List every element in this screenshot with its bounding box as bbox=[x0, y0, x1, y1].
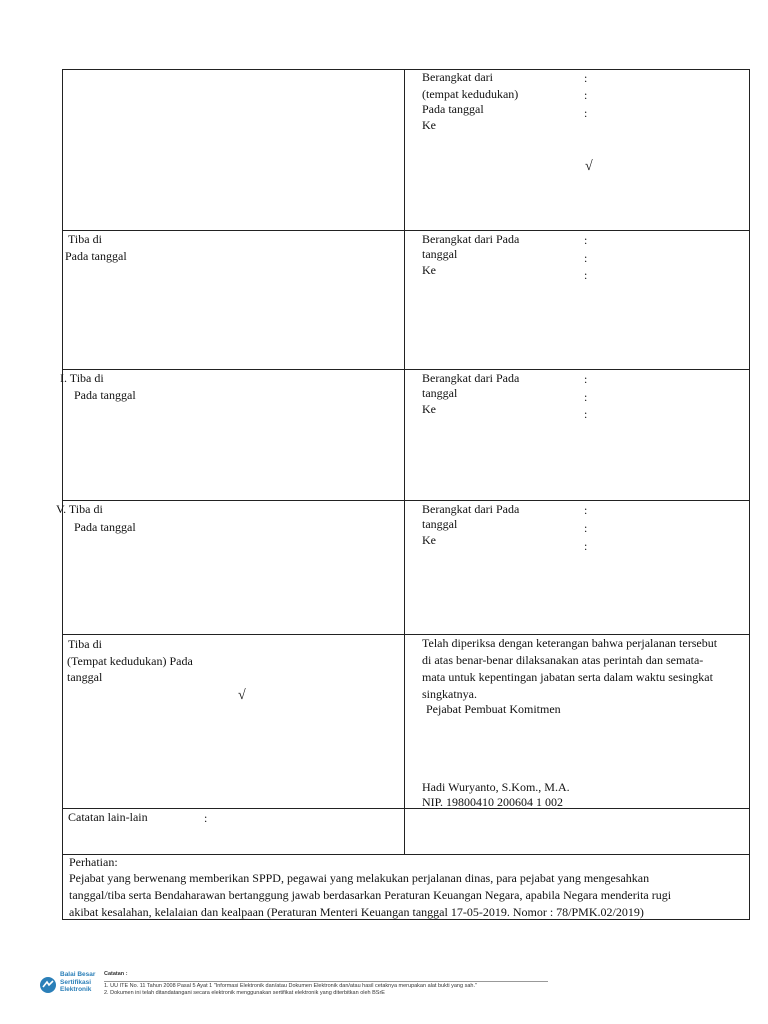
attention-line: Pejabat yang berwenang memberikan SPPD, pegawai yang melakukan perjalanan dinas, para pejabat yang mengesahkan bbox=[69, 871, 650, 885]
colon: : bbox=[584, 268, 588, 282]
destination-label: Ke bbox=[422, 263, 436, 277]
departure-from-label: Berangkat dari bbox=[422, 70, 493, 84]
attention-title: Perhatian: bbox=[69, 855, 118, 869]
e-signature-footer bbox=[36, 968, 556, 998]
signer-name: Hadi Wuryanto, S.Kom., M.A. bbox=[422, 780, 570, 794]
colon: : bbox=[584, 539, 588, 553]
statement-line: singkatnya. bbox=[422, 687, 477, 701]
colon: : bbox=[584, 407, 588, 421]
footer-note-line: 2. Dokumen ini telah ditandatangani secara elektronik menggunakan sertifikat elektronik yang diterbitkan oleh BSrE bbox=[104, 990, 385, 996]
departure-from-label: Berangkat dari Pada bbox=[422, 371, 520, 385]
row-divider bbox=[62, 369, 750, 370]
row-divider bbox=[62, 808, 750, 809]
bsre-logo-text: Balai Besar Sertifikasi Elektronik bbox=[60, 971, 96, 993]
home-base-label: (tempat kedudukan) bbox=[422, 87, 519, 101]
colon: : bbox=[584, 106, 588, 120]
colon: : bbox=[204, 811, 208, 825]
date-label: Pada tanggal bbox=[422, 102, 484, 116]
statement-line: di atas benar-benar dilaksanakan atas perintah dan semata- bbox=[422, 653, 704, 667]
colon: : bbox=[584, 503, 588, 517]
colon: : bbox=[584, 390, 588, 404]
destination-label: Ke bbox=[422, 533, 436, 547]
colon: : bbox=[584, 71, 588, 85]
row-divider bbox=[62, 500, 750, 501]
statement-line: Telah diperiksa dengan keterangan bahwa perjalanan tersebut bbox=[422, 636, 718, 650]
date-label: tanggal bbox=[422, 386, 458, 400]
check-mark: √ bbox=[238, 688, 246, 703]
footer-divider bbox=[104, 981, 548, 982]
bsre-logo-icon bbox=[39, 976, 57, 994]
arrival-date-label: Pada tanggal bbox=[65, 249, 127, 263]
notes-label: Catatan lain-lain bbox=[68, 810, 148, 824]
footer-notes-title: Catatan : bbox=[104, 971, 128, 977]
footer-note-line: 1. UU ITE No. 11 Tahun 2008 Pasal 5 Ayat 1 "Informasi Elektronik dan/atau Dokumen Elektronik dan/atau hasil cetaknya merupakan alat bukti yang sah." bbox=[104, 983, 477, 989]
date-label: tanggal bbox=[422, 247, 458, 261]
date-label: tanggal bbox=[67, 670, 103, 684]
colon: : bbox=[584, 372, 588, 386]
arrival-at-label: I. Tiba di bbox=[60, 371, 104, 385]
attention-line: akibat kesalahan, kelalaian dan kealpaan (Peraturan Menteri Keuangan tanggal 17-05-2019. Nomor : 78/PMK.02/2019) bbox=[69, 905, 644, 919]
statement-line: mata untuk kepentingan jabatan serta dalam waktu sesingkat bbox=[422, 670, 713, 684]
travel-form-table bbox=[62, 69, 750, 920]
attention-line: tanggal/tiba serta Bendaharawan bertanggung jawab berdasarkan Peraturan Keuangan Negara, apabila Negara menderita rugi bbox=[69, 888, 672, 902]
date-label: tanggal bbox=[422, 517, 458, 531]
arrival-at-label: Tiba di bbox=[68, 637, 102, 651]
arrival-at-label: Tiba di bbox=[68, 232, 102, 246]
destination-label: Ke bbox=[422, 118, 436, 132]
row-divider bbox=[62, 854, 750, 855]
column-divider bbox=[404, 69, 405, 854]
arrival-date-label: Pada tanggal bbox=[74, 520, 136, 534]
departure-from-label: Berangkat dari Pada bbox=[422, 232, 520, 246]
colon: : bbox=[584, 233, 588, 247]
arrival-at-label: V. Tiba di bbox=[56, 502, 103, 516]
arrival-date-label: Pada tanggal bbox=[74, 388, 136, 402]
signer-role: Pejabat Pembuat Komitmen bbox=[426, 702, 561, 716]
destination-label: Ke bbox=[422, 402, 436, 416]
check-mark: √ bbox=[585, 159, 593, 174]
colon: : bbox=[584, 521, 588, 535]
colon: : bbox=[584, 88, 588, 102]
verification-statement bbox=[422, 635, 717, 703]
colon: : bbox=[584, 251, 588, 265]
signer-nip: NIP. 19800410 200604 1 002 bbox=[422, 795, 564, 809]
home-base-date-label: (Tempat kedudukan) Pada bbox=[67, 654, 193, 668]
departure-from-label: Berangkat dari Pada bbox=[422, 502, 520, 516]
row-divider bbox=[62, 230, 750, 231]
